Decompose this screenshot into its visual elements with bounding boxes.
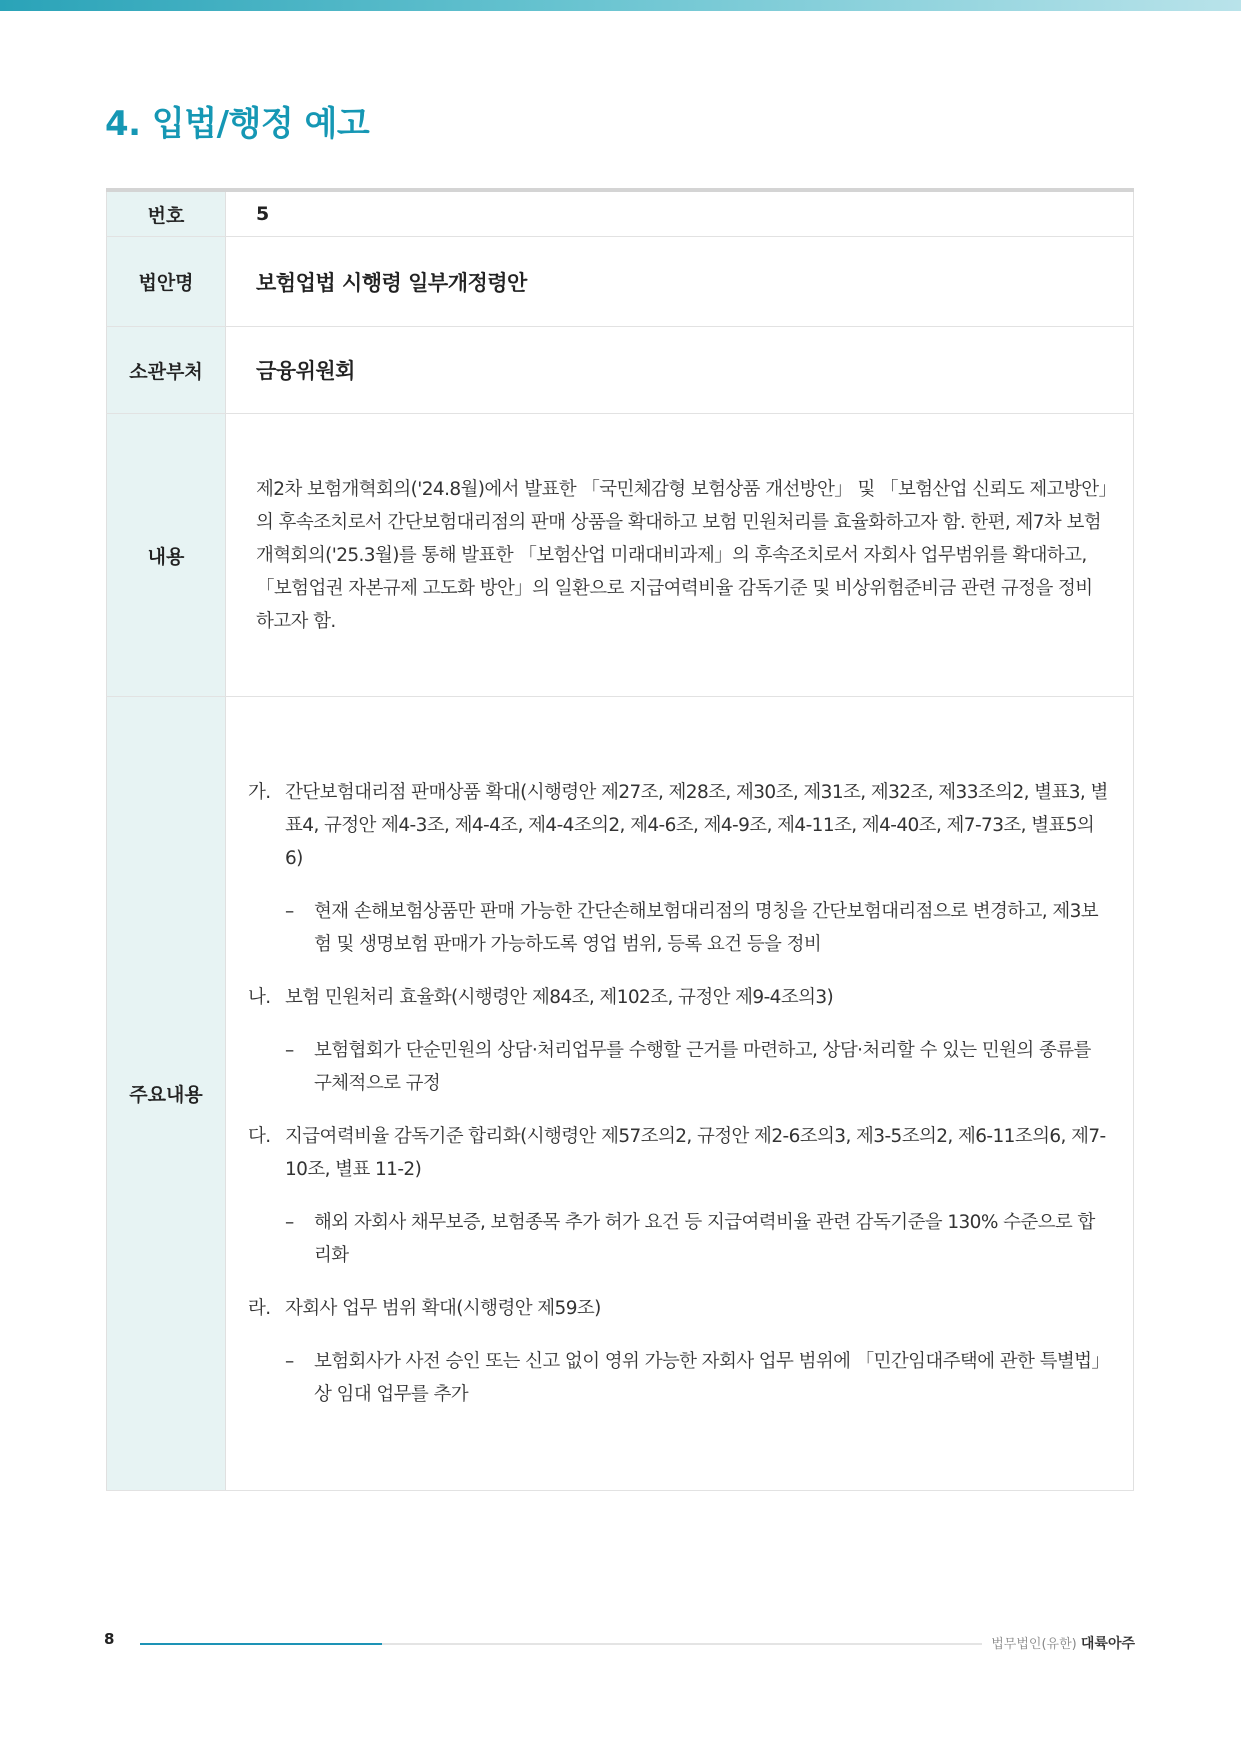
item-marker: 가. bbox=[248, 782, 271, 803]
sub-item-text: 현재 손해보험상품만 판매 가능한 간단손해보험대리점의 명칭을 간단보험대리점으로 변경하고, 제3보험 및 생명보험 판매가 가능하도록 영업 범위, 등록 요건 등을 정비 bbox=[314, 901, 1099, 955]
dash-marker: – bbox=[285, 1351, 294, 1372]
label-bill-name: 법안명 bbox=[107, 237, 226, 327]
table-row-bill-name bbox=[107, 237, 1134, 327]
value-number: 5 bbox=[226, 190, 1134, 237]
main-item bbox=[248, 1292, 1109, 1325]
table-row-department bbox=[107, 327, 1134, 414]
footer-line-accent bbox=[140, 1643, 382, 1645]
table-row-content bbox=[107, 414, 1134, 697]
firm-prefix: 법무법인(유한) bbox=[991, 1637, 1077, 1652]
top-accent-bar bbox=[0, 0, 1241, 11]
bill-info-table bbox=[106, 188, 1134, 1491]
page-number: 8 bbox=[104, 1630, 115, 1648]
sub-item-text: 보험회사가 사전 승인 또는 신고 없이 영위 가능한 자회사 업무 범위에 「민간임대주택에 관한 특별법」상 임대 업무를 추가 bbox=[314, 1351, 1101, 1405]
item-marker: 라. bbox=[248, 1298, 271, 1319]
sub-item bbox=[285, 895, 1109, 961]
value-department: 금융위원회 bbox=[226, 327, 1134, 414]
dash-marker: – bbox=[285, 901, 294, 922]
item-marker: 다. bbox=[248, 1126, 271, 1147]
footer-firm bbox=[991, 1633, 1135, 1653]
label-number: 번호 bbox=[107, 190, 226, 237]
table-row-number bbox=[107, 190, 1134, 237]
footer-progress-line bbox=[140, 1643, 982, 1645]
value-bill-name: 보험업법 시행령 일부개정령안 bbox=[226, 237, 1134, 327]
main-item bbox=[248, 981, 1109, 1014]
sub-item bbox=[285, 1345, 1109, 1411]
item-marker: 나. bbox=[248, 987, 271, 1008]
table-row-main-content bbox=[107, 697, 1134, 1491]
sub-item-text: 보험협회가 단순민원의 상담·처리업무를 수행할 근거를 마련하고, 상담·처리할 수 있는 민원의 종류를 구체적으로 규정 bbox=[314, 1040, 1091, 1094]
sub-item bbox=[285, 1206, 1109, 1272]
label-content: 내용 bbox=[107, 414, 226, 697]
item-text: 자회사 업무 범위 확대(시행령안 제59조) bbox=[285, 1298, 601, 1319]
main-item bbox=[248, 1120, 1109, 1186]
sub-item-text: 해외 자회사 채무보증, 보험종목 추가 허가 요건 등 지급여력비율 관련 감독기준을 130% 수준으로 합리화 bbox=[314, 1212, 1095, 1266]
dash-marker: – bbox=[285, 1040, 294, 1061]
section-title: 4. 입법/행정 예고 bbox=[105, 104, 370, 144]
label-department: 소관부처 bbox=[107, 327, 226, 414]
firm-name: 대륙아주 bbox=[1080, 1636, 1135, 1652]
dash-marker: – bbox=[285, 1212, 294, 1233]
item-text: 보험 민원처리 효율화(시행령안 제84조, 제102조, 규정안 제9-4조의3) bbox=[285, 987, 834, 1008]
item-text: 지급여력비율 감독기준 합리화(시행령안 제57조의2, 규정안 제2-6조의3, 제3-5조의2, 제6-11조의6, 제7-10조, 별표 11-2) bbox=[285, 1126, 1106, 1180]
label-main-content: 주요내용 bbox=[107, 697, 226, 1491]
item-text: 간단보험대리점 판매상품 확대(시행령안 제27조, 제28조, 제30조, 제31조, 제32조, 제33조의2, 별표3, 별표4, 규정안 제4-3조, 제4-4조, 제4-4조의2, 제4-6조, 제4-9조, 제4-11조, 제4-40조, 제7-73조, 별표5의6) bbox=[285, 782, 1108, 869]
content-text: 제2차 보험개혁회의('24.8월)에서 발표한 「국민체감형 보험상품 개선방안」 및 「보험산업 신뢰도 제고방안」의 후속조치로서 간단보험대리점의 판매 상품을 확대하고 보험 민원처리를 효율화하고자 함. 한편, 제7차 보험개혁회의('25.3월)를 통해 발표한 「보험산업 미래대비과제」의 후속조치로서 자회사 업무범위를 확대하고, 「보험업권 자본규제 고도화 방안」의 일환으로 지급여력비율 감독기준 및 비상위험준비금 관련 규정을 정비하고자 함. bbox=[256, 478, 1108, 632]
sub-item bbox=[285, 1034, 1109, 1100]
main-item bbox=[248, 776, 1109, 875]
